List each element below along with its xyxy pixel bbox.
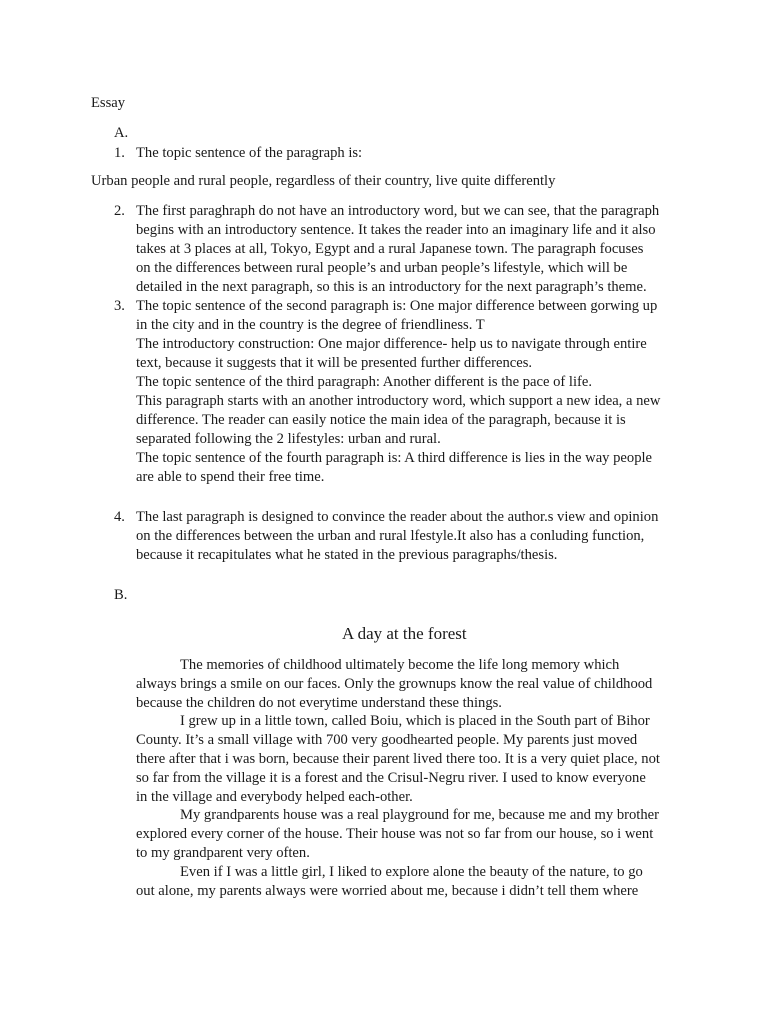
- essay-line: there after that i was born, because their parent lived there too. It is a very quiet place, not: [136, 751, 660, 767]
- list-item-line: text, because it suggests that it will be presented further differences.: [136, 355, 533, 371]
- list-item-line: The introductory construction: One major difference- help us to navigate through entire: [136, 336, 647, 352]
- essay-line: out alone, my parents always were worried about me, because i didn’t tell them where: [136, 883, 639, 899]
- list-item-line: on the differences between rural people’s and urban people’s lifestyle, which will be: [136, 260, 628, 276]
- list-number: 1.: [114, 145, 125, 161]
- list-item-line: This paragraph starts with an another introductory word, which support a new idea, a new: [136, 393, 661, 409]
- list-item-line: separated following the 2 lifestyles: urban and rural.: [136, 431, 441, 447]
- essay-line: because the children do not everytime understand these things.: [136, 695, 502, 711]
- list-item-line: takes at 3 places at all, Tokyo, Egypt and a rural Japanese town. The paragraph focuses: [136, 241, 644, 257]
- list-item-line: The topic sentence of the third paragraph: Another different is the pace of life.: [136, 374, 593, 390]
- essay-line: Even if I was a little girl, I liked to explore alone the beauty of the nature, to go: [180, 864, 643, 880]
- essay-line: explored every corner of the house. Their house was not so far from our house, so i went: [136, 826, 654, 842]
- essay-line: in the village and everybody helped each-other.: [136, 789, 413, 805]
- list-item-line: The last paragraph is designed to convince the reader about the author.s view and opinion: [136, 509, 659, 525]
- list-number: 2.: [114, 203, 125, 219]
- essay-line: I grew up in a little town, called Boiu, which is placed in the South part of Bihor: [180, 713, 650, 729]
- essay-line: My grandparents house was a real playground for me, because me and my brother: [180, 807, 659, 823]
- list-number: 4.: [114, 509, 125, 525]
- essay-line: to my grandparent very often.: [136, 845, 310, 861]
- essay-title: A day at the forest: [342, 624, 467, 643]
- list-item-line: The first paraghraph do not have an introductory word, but we can see, that the paragraph: [136, 203, 660, 219]
- section-b-label: B.: [114, 587, 128, 603]
- document-label: Essay: [91, 95, 126, 111]
- section-a-label: A.: [114, 125, 129, 141]
- topic-sentence-answer: Urban people and rural people, regardless of their country, live quite differently: [91, 173, 556, 189]
- essay-line: The memories of childhood ultimately become the life long memory which: [180, 657, 620, 673]
- essay-line: County. It’s a small village with 700 very goodhearted people. My parents just moved: [136, 732, 638, 748]
- list-item-line: The topic sentence of the second paragraph is: One major difference between gorwing up: [136, 298, 658, 314]
- essay-line: so far from the village it is a forest and the Crisul-Negru river. I used to know everyone: [136, 770, 646, 786]
- list-item-line: begins with an introductory sentence. It takes the reader into an imaginary life and it also: [136, 222, 656, 238]
- list-item-line: difference. The reader can easily notice the main idea of the paragraph, because it is: [136, 412, 626, 428]
- list-number: 3.: [114, 298, 125, 314]
- list-item-line: on the differences between the urban and rural lfestyle.It also has a conluding function,: [136, 528, 645, 544]
- list-item-text: The topic sentence of the paragraph is:: [136, 145, 363, 161]
- list-item-line: because it recapitulates what he stated in the previous paragraphs/thesis.: [136, 547, 558, 563]
- list-item-line: The topic sentence of the fourth paragraph is: A third difference is lies in the way people: [136, 450, 653, 466]
- list-item-line: are able to spend their free time.: [136, 469, 325, 485]
- list-item-line: detailed in the next paragraph, so this is an introductory for the next paragraph’s theme.: [136, 279, 647, 295]
- list-item-line: in the city and in the country is the degree of friendliness. T: [136, 317, 485, 333]
- essay-line: always brings a smile on our faces. Only the grownups know the real value of childhood: [136, 676, 653, 692]
